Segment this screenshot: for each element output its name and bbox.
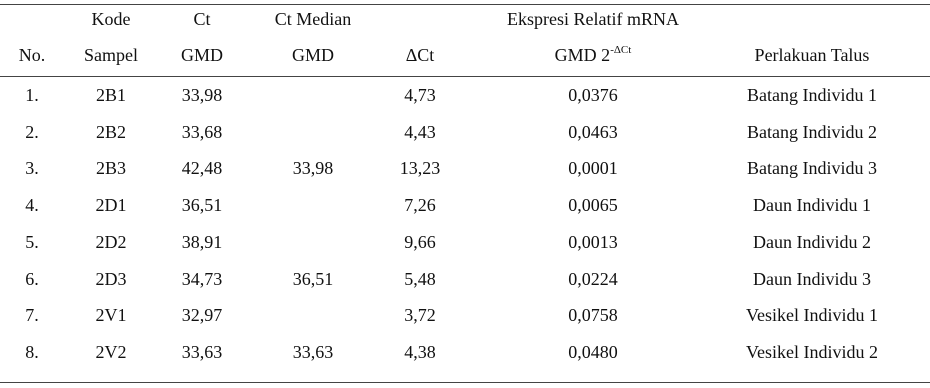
cell-delta-ct: 4,73: [404, 85, 436, 105]
cell-ct: 42,48: [181, 158, 223, 179]
cell-perlakuan: Batang Individu 2: [747, 121, 877, 142]
cell-kode: 2D2: [95, 231, 127, 252]
cell-expression: 0,0013: [568, 231, 618, 252]
header-median-gmd: GMD: [291, 45, 335, 65]
cell-ct: 34,73: [181, 268, 223, 289]
cell-ct: 33,68: [181, 121, 223, 142]
cell-no: 1.: [25, 85, 39, 105]
cell-no: 8.: [25, 341, 39, 362]
header-gmd-exponent: -ΔCt: [610, 44, 632, 56]
header-gmd-expression: [555, 44, 632, 69]
cell-ct: 33,63: [181, 341, 223, 362]
cell-expression: 0,0758: [568, 305, 618, 326]
cell-delta-ct: 7,26: [404, 195, 436, 216]
cell-perlakuan: Vesikel Individu 2: [746, 341, 878, 362]
cell-delta-ct: 4,38: [404, 341, 436, 362]
cell-no: 4.: [25, 195, 39, 216]
cell-kode: 2V2: [95, 341, 127, 362]
cell-expression: 0,0480: [568, 341, 618, 362]
cell-delta-ct: 13,23: [399, 158, 441, 179]
cell-ct-median: 33,63: [292, 341, 334, 362]
header-ekspresi: Ekspresi Relatif mRNA: [507, 9, 679, 29]
cell-ct-median: 33,98: [292, 158, 334, 179]
cell-kode: 2B3: [95, 158, 127, 179]
header-gmd-base: GMD 2: [554, 45, 611, 65]
top-rule: [0, 4, 930, 5]
header-no: No.: [18, 45, 46, 65]
cell-delta-ct: 4,43: [404, 121, 436, 142]
cell-no: 3.: [25, 158, 39, 179]
cell-kode: 2B2: [95, 121, 127, 142]
header-delta-ct: ΔCt: [405, 45, 435, 65]
cell-kode: 2V1: [95, 305, 127, 326]
cell-delta-ct: 5,48: [404, 268, 436, 289]
cell-expression: 0,0463: [568, 121, 618, 142]
cell-no: 6.: [25, 268, 39, 289]
cell-kode: 2D1: [95, 195, 127, 216]
cell-expression: 0,0224: [568, 268, 618, 289]
cell-perlakuan: Daun Individu 1: [753, 195, 871, 216]
cell-ct: 36,51: [181, 195, 223, 216]
cell-kode: 2D3: [95, 268, 127, 289]
cell-ct: 33,98: [181, 85, 223, 105]
header-perlakuan: Perlakuan Talus: [754, 45, 870, 65]
header-ct: Ct: [193, 9, 211, 29]
cell-no: 5.: [25, 231, 39, 252]
bottom-rule: [0, 382, 930, 383]
cell-ct: 32,97: [181, 305, 223, 326]
cell-perlakuan: Batang Individu 3: [747, 158, 877, 179]
cell-perlakuan: Daun Individu 3: [753, 268, 871, 289]
cell-no: 7.: [25, 305, 39, 326]
header-ct-median: Ct Median: [274, 9, 352, 29]
cell-ct-median: 36,51: [292, 268, 334, 289]
cell-perlakuan: Batang Individu 1: [747, 85, 877, 105]
cell-ct: 38,91: [181, 231, 223, 252]
cell-delta-ct: 9,66: [404, 231, 436, 252]
cell-kode: 2B1: [95, 85, 127, 105]
cell-expression: 0,0001: [568, 158, 618, 179]
header-kode: Kode: [91, 9, 131, 29]
header-ct-gmd: GMD: [180, 45, 224, 65]
cell-perlakuan: Vesikel Individu 1: [746, 305, 878, 326]
cell-delta-ct: 3,72: [404, 305, 436, 326]
cell-no: 2.: [25, 121, 39, 142]
cell-expression: 0,0065: [568, 195, 618, 216]
header-sampel: Sampel: [84, 45, 138, 65]
cell-perlakuan: Daun Individu 2: [753, 231, 871, 252]
cell-expression: 0,0376: [568, 85, 618, 105]
header-rule: [0, 76, 930, 77]
